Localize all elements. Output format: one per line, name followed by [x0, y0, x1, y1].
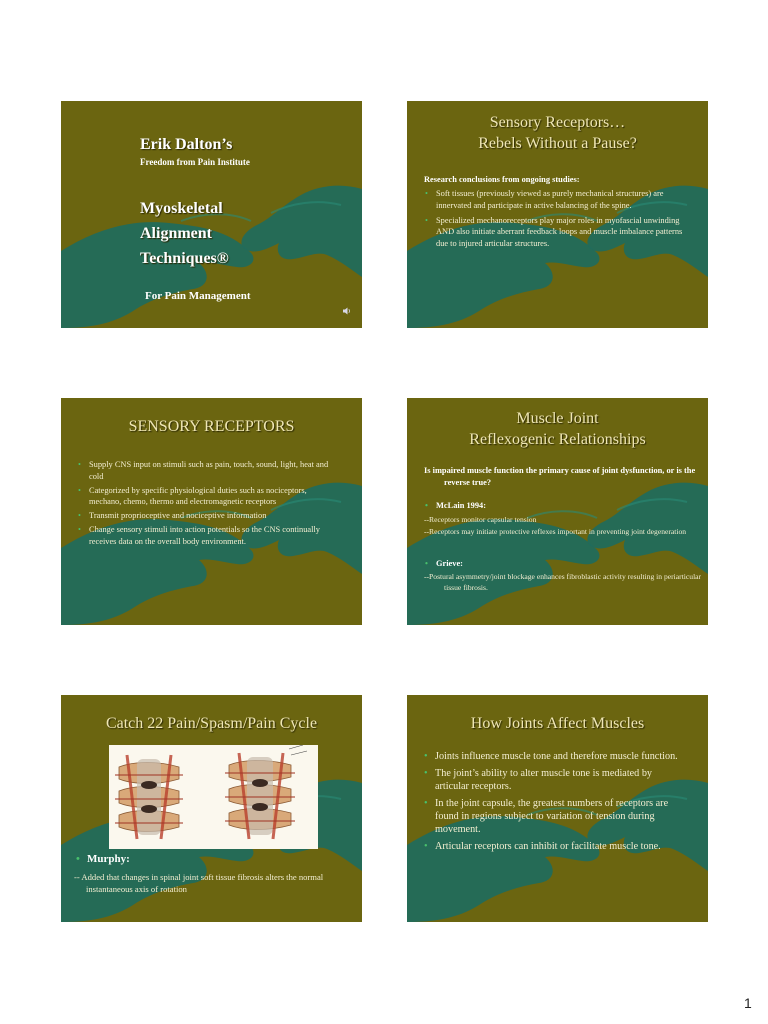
slide-6: [407, 695, 708, 922]
research-heading: Research conclusions from ongoing studies:: [424, 175, 580, 184]
murphy-list: [73, 852, 343, 866]
list-item: • Articular receptors can inhibit or facilitate muscle tone.: [421, 840, 683, 853]
mclain-items: [424, 515, 694, 537]
slide-3: [61, 398, 362, 625]
bullet-list: [421, 750, 683, 853]
slide-title: How Joints Affect Muscles: [470, 715, 645, 732]
question-text: Is impaired muscle function the primary cause of joint dysfunction, or is the reverse true?: [424, 466, 696, 487]
list-item: -- Added that changes in spinal joint soft tissue fibrosis alters the normal instantaneous axis of rotation: [74, 872, 324, 894]
presentation-subtitle: For Pain Management: [145, 290, 251, 302]
list-item: • Supply CNS input on stimuli such as pain, touch, sound, light, heat and cold: [75, 459, 337, 483]
slide-5: [61, 695, 362, 922]
list-item: • Categorized by specific physiological duties such as nociceptors, mechano, chemo, thermo and electromagnetic receptors: [75, 485, 337, 509]
murphy-heading: • Murphy:: [73, 852, 343, 866]
spinal-joint-illustration: [109, 745, 318, 849]
list-item: • The joint’s ability to alter muscle tone is mediated by articular receptors.: [421, 767, 683, 793]
author-name: Erik Dalton’s: [140, 136, 233, 153]
grieve-heading: • Grieve:: [422, 558, 692, 570]
slide-title: Catch 22 Pain/Spasm/Pain Cycle: [105, 715, 318, 732]
list-item: --Receptors monitor capsular tension: [424, 515, 537, 524]
institute-name: Freedom from Pain Institute: [140, 157, 250, 167]
list-item: • Specialized mechanoreceptors play major roles in myofascial unwinding AND also initiate aberrant feedback loops and muscle imbalance patterns due to injured articular structures.: [422, 215, 684, 250]
presentation-title: Myoskeletal Alignment Techniques®: [140, 200, 229, 267]
list-item: • Joints influence muscle tone and therefore muscle function.: [421, 750, 683, 763]
slide-2: [407, 101, 708, 328]
list-item: --Receptors may initiate protective reflexes important in preventing joint degeneration: [424, 526, 687, 536]
mclain-list: [422, 500, 692, 512]
mclain-heading: • McLain 1994:: [422, 500, 692, 512]
grieve-list: [422, 558, 692, 570]
bullet-list: [422, 188, 684, 250]
list-item: --Postural asymmetry/joint blockage enhances fibroblastic activity resulting in periarticular tissue fibrosis.: [424, 572, 702, 592]
speaker-icon[interactable]: [342, 306, 352, 316]
list-item: • Transmit proprioceptive and nociceptive information: [75, 510, 337, 522]
slide-title: Sensory Receptors… Rebels Without a Pause?: [478, 114, 637, 152]
list-item: • Soft tissues (previously viewed as purely mechanical structures) are innervated and participate in active balancing of the spine.: [422, 188, 684, 212]
slide-4: [407, 398, 708, 625]
bullet-list: [75, 459, 337, 548]
slide-title: Muscle Joint Reflexogenic Relationships: [469, 410, 646, 448]
slide-1: [61, 101, 362, 328]
list-item: • Change sensory stimuli into action potentials so the CNS continually receives data on the overall body environment.: [75, 524, 337, 548]
page-number: 1: [744, 995, 752, 1011]
list-item: • In the joint capsule, the greatest numbers of receptors are found in regions subject to variation of tension during movement.: [421, 797, 683, 836]
slide-title: SENSORY RECEPTORS: [128, 418, 295, 435]
